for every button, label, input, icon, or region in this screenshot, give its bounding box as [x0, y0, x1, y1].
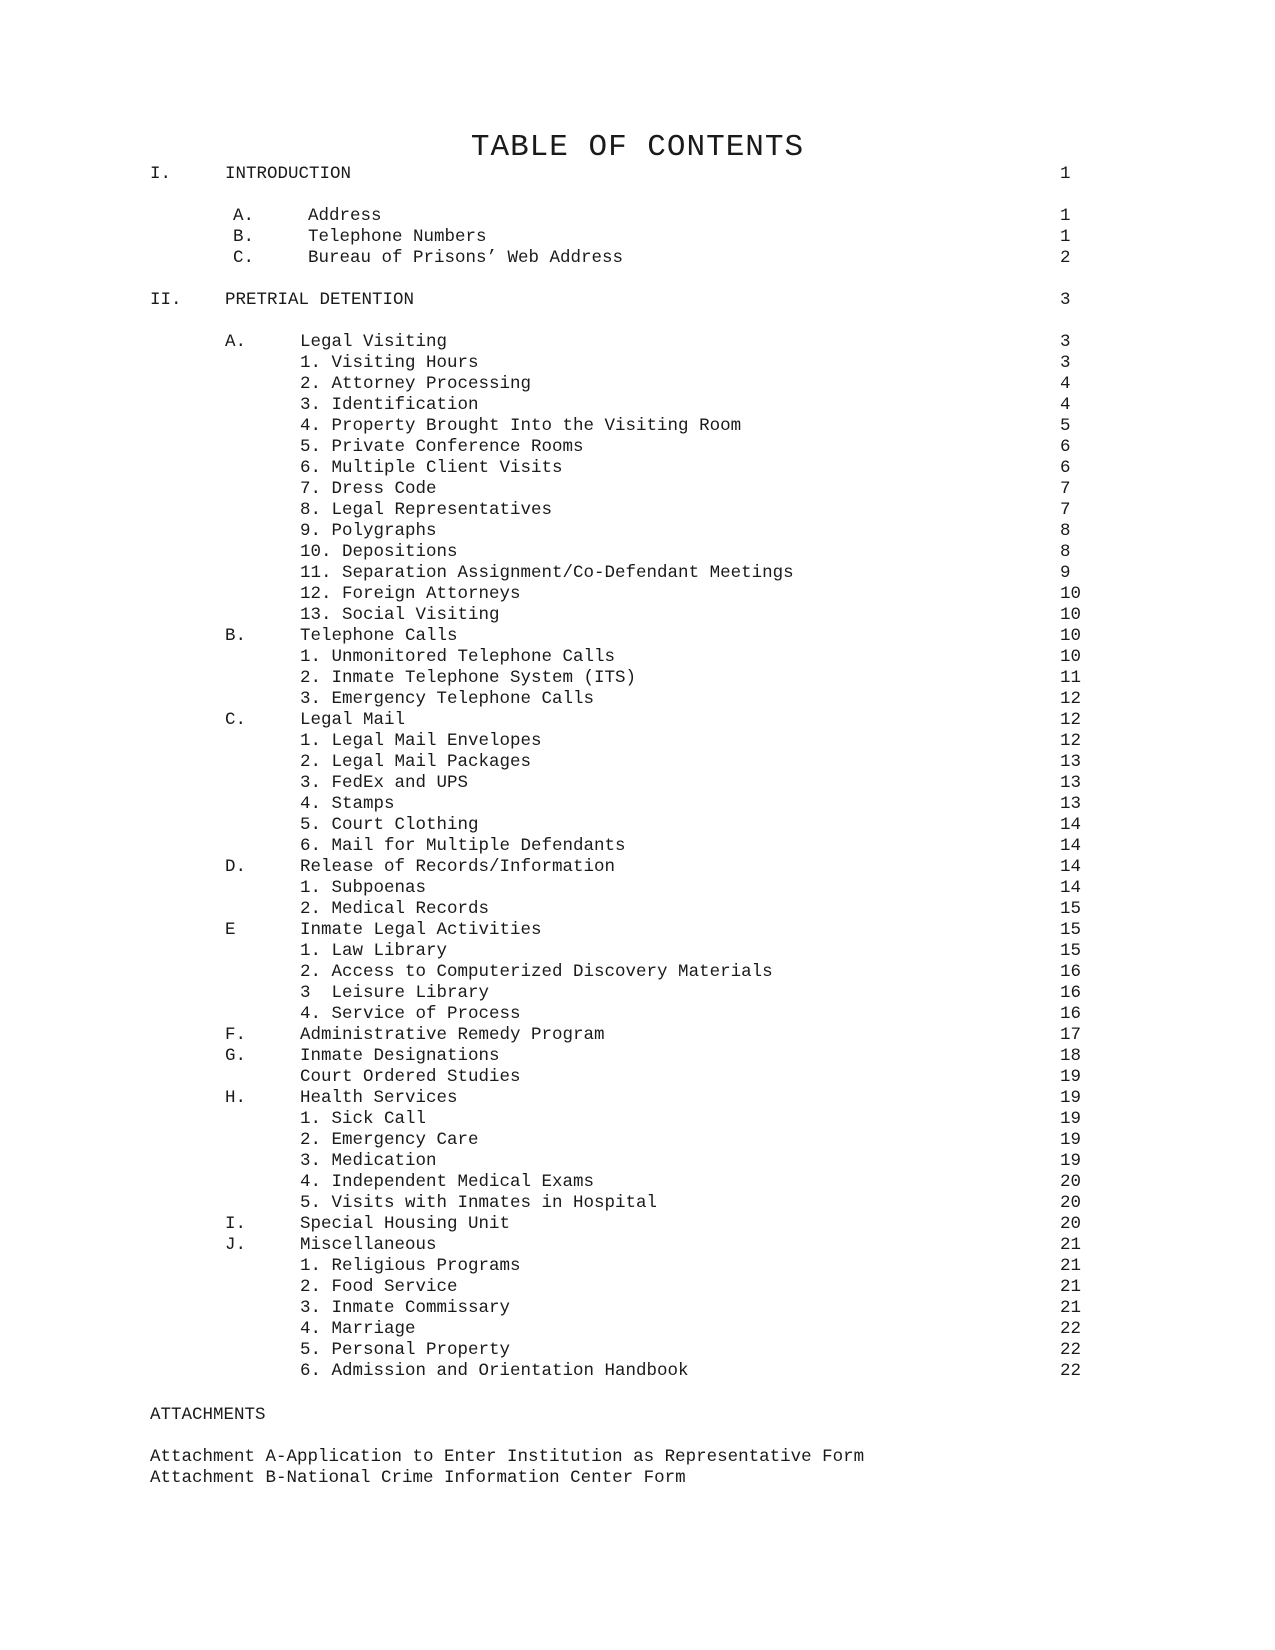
- toc-page: 7: [1060, 500, 1071, 520]
- toc-page: 1: [1060, 206, 1071, 226]
- toc-entry: [0, 688, 1275, 710]
- toc-page: 19: [1060, 1067, 1082, 1087]
- toc-label: 1. Sick Call: [300, 1109, 427, 1129]
- toc-number: II.: [150, 290, 182, 310]
- toc-page: 19: [1060, 1109, 1082, 1129]
- toc-label: 4. Service of Process: [300, 1004, 521, 1024]
- toc-number: A.: [225, 332, 247, 352]
- toc-page: 21: [1060, 1298, 1082, 1318]
- toc-entry: [0, 898, 1275, 920]
- toc-entry: [0, 961, 1275, 983]
- toc-entry: [0, 646, 1275, 668]
- toc-label: 2. Access to Computerized Discovery Materials: [300, 962, 773, 982]
- toc-label: 1. Visiting Hours: [300, 353, 479, 373]
- toc-page: 20: [1060, 1172, 1082, 1192]
- toc-page: 20: [1060, 1214, 1082, 1234]
- toc-page: 22: [1060, 1319, 1082, 1339]
- toc-label: 12. Foreign Attorneys: [300, 584, 521, 604]
- toc-label: Special Housing Unit: [300, 1214, 511, 1234]
- toc-page: 16: [1060, 1004, 1082, 1024]
- toc-label: 7. Dress Code: [300, 479, 437, 499]
- toc-page: 19: [1060, 1130, 1082, 1150]
- toc-page: 12: [1060, 731, 1082, 751]
- toc-page: 22: [1060, 1340, 1082, 1360]
- toc-entry: [0, 772, 1275, 794]
- toc-label: 6. Admission and Orientation Handbook: [300, 1361, 689, 1381]
- toc-number: E: [225, 920, 236, 940]
- toc-entry: [0, 247, 1275, 269]
- toc-label: Miscellaneous: [300, 1235, 437, 1255]
- toc-page: 21: [1060, 1277, 1082, 1297]
- toc-number: C.: [233, 248, 255, 268]
- toc-label: 3. FedEx and UPS: [300, 773, 469, 793]
- toc-page: 14: [1060, 836, 1082, 856]
- toc-label: 10. Depositions: [300, 542, 458, 562]
- toc-page: 14: [1060, 815, 1082, 835]
- toc-label: Inmate Designations: [300, 1046, 500, 1066]
- toc-entry-introduction: [0, 163, 1275, 185]
- toc-entry: [0, 1360, 1275, 1382]
- toc-label: 1. Law Library: [300, 941, 448, 961]
- toc-page: 19: [1060, 1151, 1082, 1171]
- toc-page: 4: [1060, 374, 1071, 394]
- toc-label: 4. Marriage: [300, 1319, 416, 1339]
- toc-entry: [0, 730, 1275, 752]
- toc-label: 5. Personal Property: [300, 1340, 511, 1360]
- toc-label: 2. Emergency Care: [300, 1130, 479, 1150]
- toc-entry: [0, 1171, 1275, 1193]
- toc-number: J.: [225, 1235, 247, 1255]
- toc-number: D.: [225, 857, 247, 877]
- toc-label: Health Services: [300, 1088, 458, 1108]
- toc-entry: [0, 1255, 1275, 1277]
- toc-entry: [0, 1150, 1275, 1172]
- toc-label: Court Ordered Studies: [300, 1067, 521, 1087]
- toc-number: F.: [225, 1025, 247, 1045]
- toc-entry-pretrial-detention: [0, 289, 1275, 311]
- toc-page: 12: [1060, 710, 1082, 730]
- toc-page: 19: [1060, 1088, 1082, 1108]
- toc-entry: [0, 856, 1275, 878]
- toc-entry: [0, 478, 1275, 500]
- toc-page: 3: [1060, 332, 1071, 352]
- toc-number: H.: [225, 1088, 247, 1108]
- toc-page: 5: [1060, 416, 1071, 436]
- toc-entry: [0, 625, 1275, 647]
- toc-entry: [0, 835, 1275, 857]
- toc-page: 15: [1060, 941, 1082, 961]
- toc-page: 6: [1060, 437, 1071, 457]
- toc-number: A.: [233, 206, 255, 226]
- toc-entry: [0, 1339, 1275, 1361]
- toc-entry: [0, 436, 1275, 458]
- toc-page: 14: [1060, 857, 1082, 877]
- toc-entry: [0, 520, 1275, 542]
- toc-label: 8. Legal Representatives: [300, 500, 553, 520]
- toc-entry: [0, 1318, 1275, 1340]
- toc-entry: [0, 331, 1275, 353]
- toc-page: 10: [1060, 626, 1082, 646]
- toc-label: Telephone Calls: [300, 626, 458, 646]
- toc-number: C.: [225, 710, 247, 730]
- toc-label: 3. Emergency Telephone Calls: [300, 689, 595, 709]
- toc-entry: [0, 877, 1275, 899]
- toc-label: 13. Social Visiting: [300, 605, 500, 625]
- toc-entry: [0, 1234, 1275, 1256]
- toc-page: 15: [1060, 920, 1082, 940]
- toc-entry: [0, 709, 1275, 731]
- toc-entry: [0, 457, 1275, 479]
- toc-label: 5. Court Clothing: [300, 815, 479, 835]
- toc-page: 8: [1060, 521, 1071, 541]
- toc-label: 6. Multiple Client Visits: [300, 458, 563, 478]
- toc-number: I.: [225, 1214, 247, 1234]
- toc-number: I.: [150, 164, 172, 184]
- toc-entry: [0, 226, 1275, 248]
- toc-page: 1: [1060, 164, 1071, 184]
- toc-page: 6: [1060, 458, 1071, 478]
- toc-entry: [0, 541, 1275, 563]
- toc-label: 2. Legal Mail Packages: [300, 752, 532, 772]
- toc-entry: [0, 1003, 1275, 1025]
- toc-label: Inmate Legal Activities: [300, 920, 542, 940]
- toc-entry: [0, 1024, 1275, 1046]
- toc-entry: [0, 919, 1275, 941]
- toc-page: 18: [1060, 1046, 1082, 1066]
- toc-label: PRETRIAL DETENTION: [225, 290, 415, 310]
- toc-label: 4. Stamps: [300, 794, 395, 814]
- toc-entry: [0, 1213, 1275, 1235]
- toc-label: 1. Religious Programs: [300, 1256, 521, 1276]
- toc-label: 3. Identification: [300, 395, 479, 415]
- toc-label: 2. Medical Records: [300, 899, 490, 919]
- toc-page: 22: [1060, 1361, 1082, 1381]
- toc-label: 1. Unmonitored Telephone Calls: [300, 647, 616, 667]
- toc-entry: [0, 1276, 1275, 1298]
- toc-page: 9: [1060, 563, 1071, 583]
- toc-label: Telephone Numbers: [308, 227, 487, 247]
- toc-page: 1: [1060, 227, 1071, 247]
- toc-entry: [0, 1108, 1275, 1130]
- toc-page: 3: [1060, 353, 1071, 373]
- toc-entry: [0, 205, 1275, 227]
- toc-label: 3. Medication: [300, 1151, 437, 1171]
- attachment-item: Attachment A-Application to Enter Institution as Representative Form: [150, 1447, 865, 1467]
- toc-entry: [0, 415, 1275, 437]
- toc-label: Bureau of Prisons’ Web Address: [308, 248, 624, 268]
- toc-page: 16: [1060, 983, 1082, 1003]
- toc-label: 5. Private Conference Rooms: [300, 437, 584, 457]
- toc-entry: [0, 982, 1275, 1004]
- toc-page: 10: [1060, 647, 1082, 667]
- toc-entry: [0, 1087, 1275, 1109]
- toc-number: G.: [225, 1046, 247, 1066]
- toc-page: 14: [1060, 878, 1082, 898]
- toc-page: 11: [1060, 668, 1082, 688]
- toc-page: 13: [1060, 794, 1082, 814]
- toc-entry: [0, 604, 1275, 626]
- toc-entry: [0, 940, 1275, 962]
- toc-number: B.: [225, 626, 247, 646]
- attachment-item: Attachment B-National Crime Information Center Form: [150, 1468, 686, 1488]
- toc-label: 2. Food Service: [300, 1277, 458, 1297]
- toc-page: 3: [1060, 290, 1071, 310]
- toc-label: 4. Property Brought Into the Visiting Room: [300, 416, 742, 436]
- toc-label: 1. Legal Mail Envelopes: [300, 731, 542, 751]
- toc-page: 13: [1060, 773, 1082, 793]
- toc-entry: [0, 814, 1275, 836]
- toc-entry: [0, 352, 1275, 374]
- toc-page: 13: [1060, 752, 1082, 772]
- toc-label: 9. Polygraphs: [300, 521, 437, 541]
- toc-entry: [0, 394, 1275, 416]
- toc-label: 2. Inmate Telephone System (ITS): [300, 668, 637, 688]
- toc-label: 5. Visits with Inmates in Hospital: [300, 1193, 658, 1213]
- toc-page: 2: [1060, 248, 1071, 268]
- toc-label: 2. Attorney Processing: [300, 374, 532, 394]
- toc-entry: [0, 1297, 1275, 1319]
- toc-label: INTRODUCTION: [225, 164, 352, 184]
- toc-page: 10: [1060, 584, 1082, 604]
- toc-page: 7: [1060, 479, 1071, 499]
- toc-entry: [0, 751, 1275, 773]
- toc-entry: [0, 1192, 1275, 1214]
- toc-page: 21: [1060, 1235, 1082, 1255]
- page-title: TABLE OF CONTENTS: [470, 130, 805, 165]
- toc-entry: [0, 562, 1275, 584]
- toc-page: 17: [1060, 1025, 1082, 1045]
- toc-entry: [0, 499, 1275, 521]
- toc-entry: [0, 373, 1275, 395]
- toc-label: 1. Subpoenas: [300, 878, 427, 898]
- toc-entry: [0, 583, 1275, 605]
- toc-number: B.: [233, 227, 255, 247]
- toc-label: Legal Visiting: [300, 332, 448, 352]
- toc-entry: [0, 1045, 1275, 1067]
- toc-label: Release of Records/Information: [300, 857, 616, 877]
- toc-page: 4: [1060, 395, 1071, 415]
- toc-page: 21: [1060, 1256, 1082, 1276]
- toc-label: 3 Leisure Library: [300, 983, 490, 1003]
- toc-label: Address: [308, 206, 382, 226]
- toc-page: 15: [1060, 899, 1082, 919]
- toc-label: 3. Inmate Commissary: [300, 1298, 511, 1318]
- toc-page: 8: [1060, 542, 1071, 562]
- toc-label: 4. Independent Medical Exams: [300, 1172, 595, 1192]
- toc-page: 10: [1060, 605, 1082, 625]
- toc-page: 16: [1060, 962, 1082, 982]
- toc-entry: [0, 793, 1275, 815]
- toc-label: 11. Separation Assignment/Co-Defendant Meetings: [300, 563, 794, 583]
- toc-entry: [0, 1066, 1275, 1088]
- toc-label: Administrative Remedy Program: [300, 1025, 605, 1045]
- toc-label: 6. Mail for Multiple Defendants: [300, 836, 626, 856]
- toc-label: Legal Mail: [300, 710, 406, 730]
- toc-entry: [0, 667, 1275, 689]
- toc-page: 12: [1060, 689, 1082, 709]
- attachments-heading: ATTACHMENTS: [150, 1405, 266, 1425]
- toc-page: 20: [1060, 1193, 1082, 1213]
- toc-entry: [0, 1129, 1275, 1151]
